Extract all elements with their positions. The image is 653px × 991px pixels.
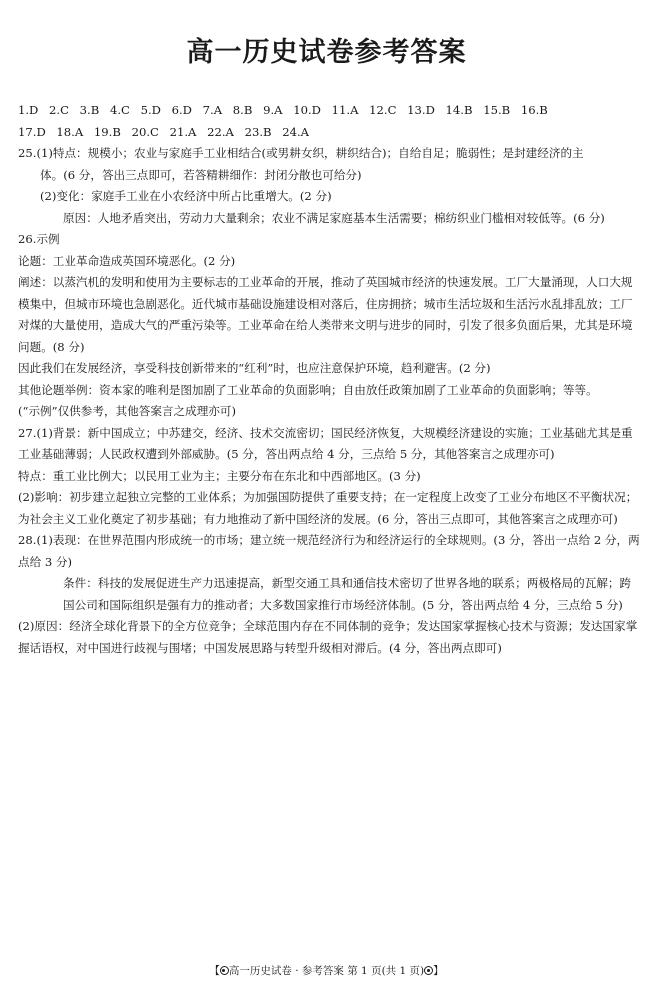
page-title: 高一历史试卷参考答案 [186,37,467,68]
ring-icon [220,966,229,975]
q28-manifestation: 28.(1)表现：在世界范围内形成统一的市场；建立统一规范经济行为和经济运行的全球规则。(3 分，答出一点给 2 分，两点给 3 分) [18,533,640,569]
mc-answer: 7.A [202,103,223,117]
mc-answer: 20.C [131,124,159,139]
q26-other-topics: 其他论题举例：资本家的唯利是图加剧了工业革命的负面影响；自由放任政策加剧了工业革命的负面影响；等等。 [18,382,598,397]
mc-answer: 10.D [293,103,321,117]
mc-answer: 19.B [93,124,121,139]
mc-answer: 6.D [171,103,192,117]
footer-open-bracket: 【 [209,965,220,977]
q27-features: 特点：重工业比例大；以民用工业为主；主要分布在东北和中西部地区。(3 分) [18,468,421,483]
q26-argument: 阐述：以蒸汽机的发明和使用为主要标志的工业革命的开展，推动了英国城市经济的快速发展。工厂大量涌现，人口大规模集中，但城市环境也急剧恶化。近代城市基础设施建设相对落后，住房拥挤；城市生活垃圾和生活污水乱排乱放；工厂对煤的大量使用，造成大气的严重污染等。工业革命在给人类带来文明与进步的同时，引发了很多负面后果，尤其是环境问题。(8 分) [18,275,633,354]
q27-background: 27.(1)背景：新中国成立；中苏建交，经济、技术交流密切；国民经济恢复，大规模经济建设的实施；工业基础尤其是重工业基础薄弱；人民政权遭到外部威胁。(5 分，答出两点给 4 分，三点给 5 分，其他答案言之成理亦可) [18,425,633,461]
mc-answers-row-2 [18,122,640,144]
mc-answer: 3.B [79,103,100,117]
mc-answers-row-1 [18,100,640,122]
mc-answer: 15.B [483,103,511,117]
q26-thesis: 论题：工业革命造成英国环境恶化。(2 分) [18,253,236,268]
q28-conditions: 条件：科技的发展促进生产力迅速提高，新型交通工具和通信技术密切了世界各地的联系；两极格局的瓦解；跨国公司和国际组织是强有力的推动者；大多数国家推行市场经济体制。(5 分，答出两点给 4 分，三点给 5 分) [63,576,632,612]
q25-part1-line2: 体。(6 分，答出三点即可，若答精耕细作：封闭分散也可给分) [40,167,362,182]
mc-answer: 11.A [331,103,359,117]
answer-content [18,100,640,659]
mc-answer: 8.B [232,103,253,117]
mc-answer: 21.A [169,124,197,139]
mc-answer: 1.D [18,103,39,117]
mc-answer: 4.C [109,103,130,117]
q25-part1-line1: 25.(1)特点：规模小；农业与家庭手工业相结合(或男耕女织，耕织结合)；自给自足；脆弱性；是封建经济的主 [18,146,584,160]
page-footer [0,964,653,978]
mc-answer: 16.B [520,103,548,117]
mc-answer: 24.A [282,124,310,139]
mc-answer: 22.A [207,124,234,139]
mc-answer: 17.D [18,124,46,139]
mc-answer: 18.A [56,124,84,139]
ring-icon [424,966,433,975]
footer-close-bracket: 】 [433,965,444,977]
mc-answer: 9.A [263,103,283,117]
q27-impact: (2)影响：初步建立起独立完整的工业体系；为加强国防提供了重要支持；在一定程度上改变了工业分布地区不平衡状况；为社会主义工业化奠定了初步基础；有力地推动了新中国经济的发展。(6 分，答出三点即可，其他答案言之成理亦可) [18,490,638,526]
q28-reasons: (2)原因：经济全球化背景下的全方位竞争；全球范围内存在不同体制的竞争；发达国家掌握核心技术与资源；发达国家掌握话语权，对中国进行歧视与围堵；中国发展思路与转型升级相对滞后。(4 分，答出两点即可) [18,619,638,655]
q26-header: 26.示例 [18,232,60,246]
q25-part2: (2)变化：家庭手工业在小农经济中所占比重增大。(2 分) [40,189,332,203]
q26-conclusion: 因此我们在发展经济，享受科技创新带来的“红利”时，也应注意保护环境，趋利避害。(2 分) [18,361,491,375]
footer-text: 高一历史试卷 · 参考答案 第 1 页(共 1 页) [228,965,425,977]
mc-answer: 13.D [407,103,435,117]
mc-answer: 5.D [140,103,161,117]
mc-answer: 12.C [369,103,397,117]
q26-note: (“示例”仅供参考，其他答案言之成理亦可) [18,404,236,418]
q25-reason: 原因：人地矛盾突出，劳动力大量剩余；农业不满足家庭基本生活需要；棉纺织业门槛相对较低等。(6 分) [63,210,605,225]
mc-answer: 23.B [244,124,272,139]
mc-answer: 14.B [445,103,473,117]
mc-answer: 2.C [49,103,69,117]
